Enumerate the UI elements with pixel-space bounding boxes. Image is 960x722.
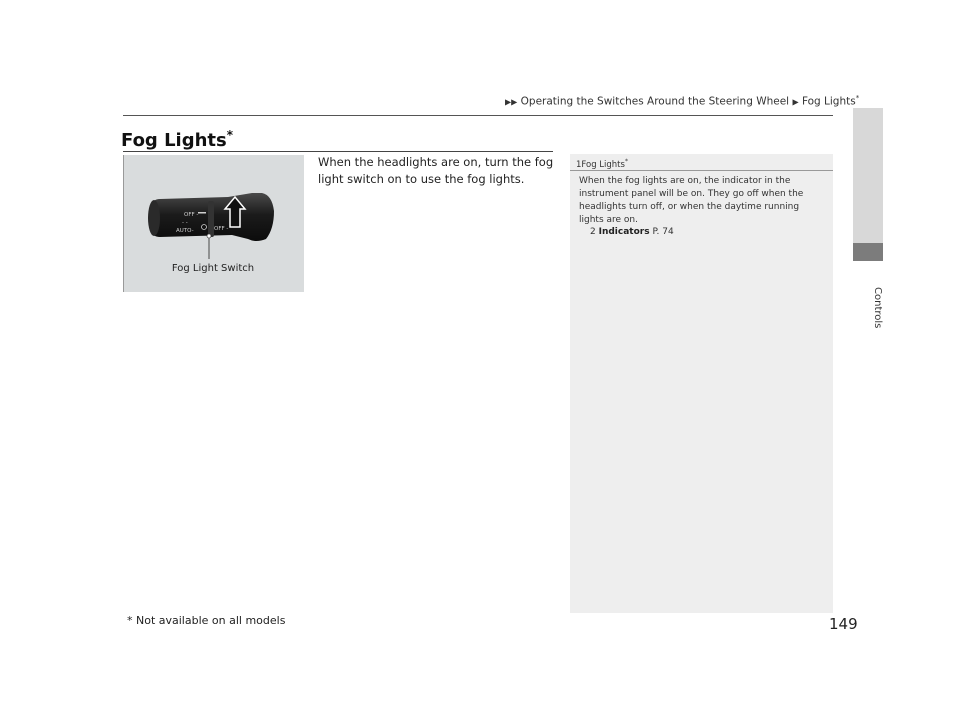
- reference-page[interactable]: P. 74: [652, 227, 674, 237]
- breadcrumb-page[interactable]: Fog Lights: [801, 95, 856, 108]
- title-divider: [123, 151, 553, 152]
- breadcrumb-section[interactable]: Operating the Switches Around the Steering Wheel: [520, 95, 790, 108]
- side-tab: [853, 108, 883, 261]
- breadcrumb-separator-icon: ▶: [792, 97, 799, 107]
- side-tab-label[interactable]: Controls: [872, 287, 883, 329]
- note-reference-link[interactable]: [590, 227, 674, 237]
- figure-caption: Fog Light Switch: [171, 263, 255, 274]
- header-divider: [123, 115, 833, 116]
- breadcrumb-asterisk: *: [855, 94, 860, 102]
- page-title-text: Fog Lights: [121, 130, 227, 151]
- breadcrumb-arrow-icon: ▶▶: [505, 97, 518, 107]
- note-title: [576, 158, 628, 170]
- body-paragraph: When the headlights are on, turn the fog light switch on to use the fog lights.: [318, 155, 554, 186]
- svg-text:AUTO-: AUTO-: [176, 228, 194, 234]
- note-bullet-icon: 1: [576, 159, 582, 170]
- note-title-text: Fog Lights: [581, 159, 625, 170]
- svg-text:OFF -: OFF -: [214, 226, 229, 232]
- side-tab-marker: [853, 243, 883, 261]
- reference-arrow-icon: 2: [590, 227, 596, 237]
- svg-text:OFF -: OFF -: [184, 212, 199, 218]
- svg-text:- -: - -: [182, 220, 188, 226]
- page-title: [121, 128, 233, 151]
- reference-label[interactable]: Indicators: [598, 227, 650, 237]
- note-text: When the fog lights are on, the indicator in the instrument panel will be on. They go off when the headlights turn off, or when the daytime running lights are on.: [579, 176, 804, 225]
- breadcrumb: [505, 94, 859, 108]
- page-title-asterisk: *: [226, 128, 234, 142]
- note-title-asterisk: *: [624, 158, 628, 165]
- page-number: 149: [829, 615, 858, 633]
- footnote: * Not available on all models: [127, 614, 286, 627]
- note-divider: [570, 170, 833, 171]
